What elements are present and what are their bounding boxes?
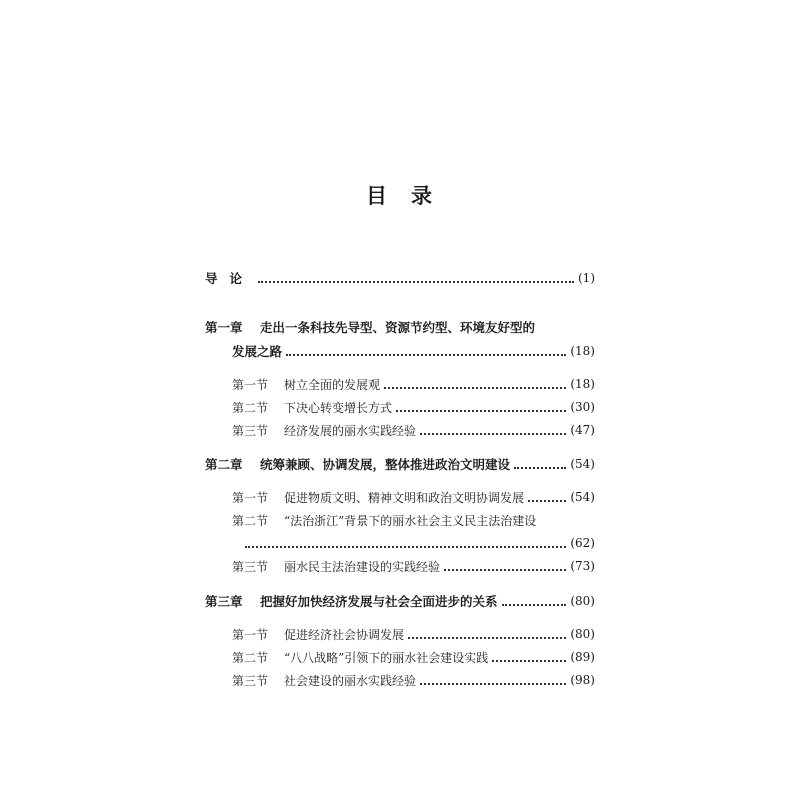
leader-dots (514, 453, 566, 469)
toc-entry-chapter-1[interactable] (205, 317, 595, 337)
title-char-1: 目 (366, 184, 389, 208)
chapter-label: 第二章 (205, 457, 243, 472)
leader-dots (286, 340, 566, 356)
leader-dots (492, 646, 566, 662)
section-title: 经济发展的丽水实践经验 (284, 423, 417, 438)
section-label: 第三节 (232, 559, 269, 574)
section-label: 第一节 (232, 377, 269, 392)
toc-entry-section[interactable] (232, 374, 595, 394)
section-label: 第二节 (232, 513, 269, 528)
toc-entry-section-cont[interactable] (245, 533, 595, 553)
leader-dots (384, 373, 566, 389)
leader-dots (502, 590, 567, 606)
leader-dots (408, 623, 566, 639)
section-label: 第一节 (232, 627, 269, 642)
section-title: 树立全面的发展观 (284, 377, 381, 392)
page-number: (80) (570, 627, 595, 641)
page-number: (89) (570, 650, 595, 664)
leader-dots (420, 669, 566, 685)
leader-dots (528, 486, 566, 502)
leader-dots (396, 396, 566, 412)
chapter-title: 统筹兼顾、协调发展，整体推进政治文明建设 (260, 457, 511, 472)
page-number: (54) (570, 490, 595, 504)
chapter-title-cont: 发展之路 (232, 344, 283, 359)
section-title: 促进物质文明、精神文明和政治文明协调发展 (284, 490, 525, 505)
toc-entry-section[interactable] (232, 510, 595, 530)
section-label: 第三节 (232, 423, 269, 438)
page-number: (54) (570, 457, 595, 471)
toc-entry-intro[interactable] (205, 268, 595, 288)
page-number: (18) (570, 377, 595, 391)
page-number: (62) (570, 536, 595, 550)
section-title: 丽水民主法治建设的实践经验 (284, 559, 441, 574)
chapter-title: 走出一条科技先导型、资源节约型、环境友好型的 (260, 320, 536, 335)
chapter-label: 第一章 (205, 320, 243, 335)
toc-entry-section[interactable] (232, 397, 595, 417)
toc-entry-section[interactable] (232, 624, 595, 644)
toc-entry-section[interactable] (232, 487, 595, 507)
toc-entry-section[interactable] (232, 420, 595, 440)
leader-dots (245, 532, 566, 548)
chapter-title: 把握好加快经济发展与社会全面进步的关系 (260, 594, 498, 609)
leader-dots (420, 419, 566, 435)
section-label: 第二节 (232, 400, 269, 415)
section-label: 第三节 (232, 673, 269, 688)
toc-entry-chapter-1-cont[interactable] (232, 341, 595, 361)
section-title: 社会建设的丽水实践经验 (284, 673, 417, 688)
toc-entry-section[interactable] (232, 556, 595, 576)
section-label: 第二节 (232, 650, 269, 665)
toc-entry-chapter-3[interactable] (205, 591, 595, 611)
page-number: (18) (570, 344, 595, 358)
page-number: (1) (578, 271, 595, 285)
page-number: (73) (570, 559, 595, 573)
section-title: “法治浙江”背景下的丽水社会主义民主法治建设 (284, 513, 537, 528)
page-number: (30) (570, 400, 595, 414)
toc-entry-chapter-2[interactable] (205, 454, 595, 474)
chapter-label: 第三章 (205, 594, 243, 609)
page-number: (80) (570, 594, 595, 608)
title-char-2: 录 (411, 184, 434, 208)
section-title: 下决心转变增长方式 (284, 400, 393, 415)
toc-entry-section[interactable] (232, 647, 595, 667)
page-number: (98) (570, 673, 595, 687)
leader-dots (444, 555, 566, 571)
intro-label: 导论 (205, 271, 255, 286)
section-title: “八八战略”引领下的丽水社会建设实践 (284, 650, 489, 665)
section-title: 促进经济社会协调发展 (284, 627, 405, 642)
page-number: (47) (570, 423, 595, 437)
leader-dots (258, 267, 574, 283)
toc-entry-section[interactable] (232, 670, 595, 690)
section-label: 第一节 (232, 490, 269, 505)
